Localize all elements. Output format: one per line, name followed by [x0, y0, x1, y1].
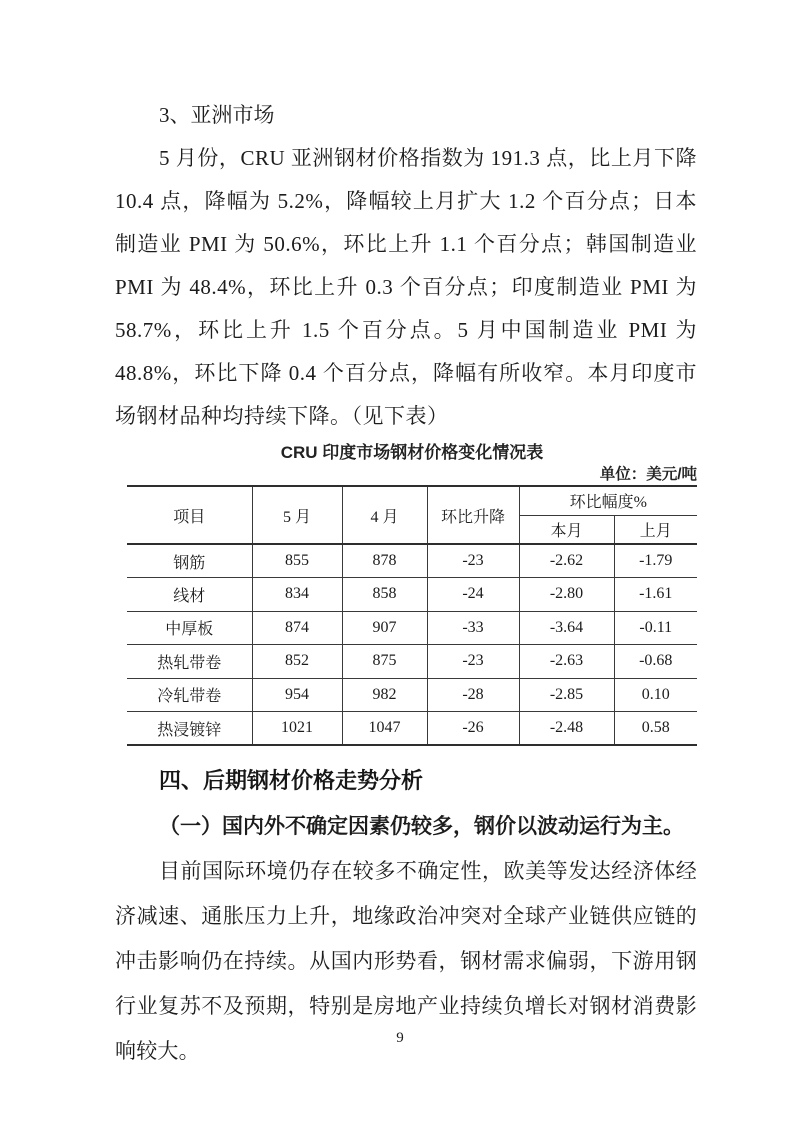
cell-may: 852	[252, 645, 342, 679]
table-row	[127, 712, 697, 746]
table-row	[127, 678, 697, 712]
cell-item: 线材	[127, 578, 252, 612]
india-steel-price-table	[127, 485, 697, 746]
cell-mom-change: -28	[427, 678, 519, 712]
cell-april: 875	[342, 645, 427, 679]
cell-mom-change: -23	[427, 544, 519, 578]
cell-mom-change: -33	[427, 611, 519, 645]
cell-pct-this-month: -3.64	[519, 611, 614, 645]
cell-may: 1021	[252, 712, 342, 746]
col-header-last-month: 上月	[614, 515, 697, 544]
asia-market-paragraph: 5 月份，CRU 亚洲钢材价格指数为 191.3 点，比上月下降 10.4 点，降幅为 5.2%，降幅较上月扩大 1.2 个百分点；日本制造业 PMI 为 50.6%，环比上升 1.1 个百分点；韩国制造业 PMI 为 48.4%，环比上升 0.3 个百分点；印度制造业 PMI 为 58.7%，环比上升 1.5 个百分点。5 月中国制造业 PMI 为 48.8%，环比下降 0.4 个百分点，降幅有所收窄。本月印度市场钢材品种均持续下降。（见下表）	[115, 146, 697, 428]
table-header-row-1	[127, 486, 697, 515]
outlook-subheading: （一）国内外不确定因素仍较多，钢价以波动运行为主。	[159, 814, 684, 838]
asia-market-heading: 3、亚洲市场	[159, 103, 275, 127]
cell-item: 冷轧带卷	[127, 678, 252, 712]
cell-item: 热浸镀锌	[157, 721, 222, 739]
cell-pct-last-month: -0.11	[614, 611, 697, 645]
col-header-this-month: 本月	[519, 515, 614, 544]
cell-april: 878	[342, 544, 427, 578]
page-number: 9	[396, 1030, 404, 1046]
price-table-title: CRU 印度市场钢材价格变化情况表	[280, 443, 544, 462]
cell-may: 834	[252, 578, 342, 612]
cell-april: 907	[342, 611, 427, 645]
cell-item: 钢筋	[127, 544, 252, 578]
cell-may: 954	[252, 678, 342, 712]
cell-pct-this-month: -2.80	[519, 578, 614, 612]
cell-pct-last-month: -1.79	[614, 544, 697, 578]
cell-pct-last-month: 0.10	[614, 678, 697, 712]
cell-pct-last-month: -1.61	[614, 578, 697, 612]
cell-pct-last-month: -0.68	[614, 645, 697, 679]
cell-mom-change: -23	[427, 645, 519, 679]
cell-april: 1047	[342, 712, 427, 746]
outlook-paragraph: 目前国际环境仍存在较多不确定性，欧美等发达经济体经济减速、通胀压力上升，地缘政治冲突对全球产业链供应链的冲击影响仍在持续。从国内形势看，钢材需求偏弱，下游用钢行业复苏不及预期，特别是房地产业持续负增长对钢材消费影响较大。	[115, 859, 697, 1063]
col-header-mom-change: 环比升降	[427, 486, 519, 544]
cell-pct-this-month: -2.63	[519, 645, 614, 679]
table-row	[127, 645, 697, 679]
cell-pct-last-month: 0.58	[614, 712, 697, 746]
col-header-mom-pct-group: 环比幅度%	[519, 486, 697, 515]
outlook-section-heading: 四、后期钢材价格走势分析	[159, 768, 424, 793]
cell-may: 855	[252, 544, 342, 578]
cell-mom-change: -24	[427, 578, 519, 612]
col-header-item: 项目	[127, 486, 252, 544]
col-header-may: 5 月	[252, 486, 342, 544]
table-row	[127, 544, 697, 578]
col-header-april: 4 月	[342, 486, 427, 544]
price-table-unit-label: 单位：美元/吨	[599, 466, 697, 483]
cell-pct-this-month: -2.62	[519, 544, 614, 578]
table-row	[127, 611, 697, 645]
cell-pct-this-month: -2.85	[519, 678, 614, 712]
cell-may: 874	[252, 611, 342, 645]
cell-april: 982	[342, 678, 427, 712]
cell-april: 858	[342, 578, 427, 612]
table-row	[127, 578, 697, 612]
cell-item: 中厚板	[127, 611, 252, 645]
cell-pct-this-month: -2.48	[519, 712, 614, 746]
cell-item: 热轧带卷	[127, 645, 252, 679]
cell-mom-change: -26	[427, 712, 519, 746]
